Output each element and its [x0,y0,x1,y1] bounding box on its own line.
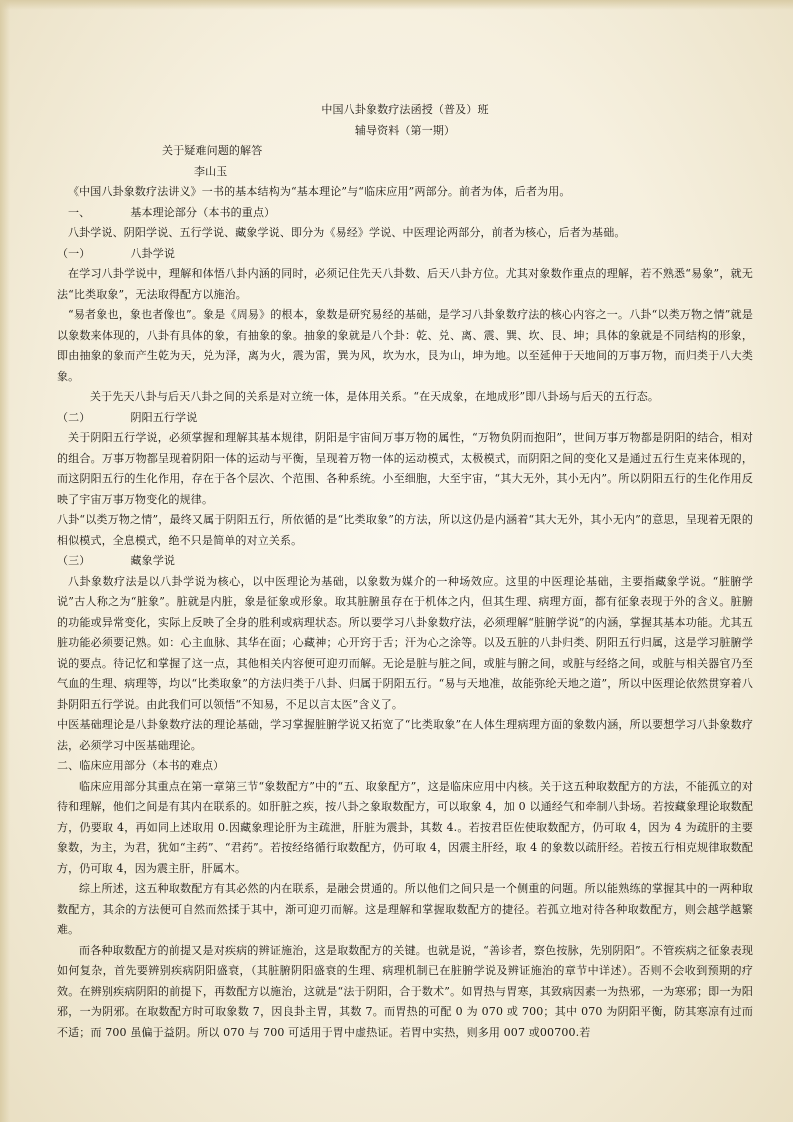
intro-paragraph: 《中国八卦象数疗法讲义》一书的基本结构为“基本理论”与“临床应用”两部分。前者为体，后者为用。 [68,185,571,198]
subsection-title: 八卦学说 [130,246,176,260]
document-body [57,100,753,1043]
paragraph: 在学习八卦学说中，理解和体悟八卦内涵的同时，必须记住先天八卦数、后天八卦方位。尤其对象数作重点的理解，若不熟悉“易象”，就无法“比类取象”，无法取得配方以施治。 [57,267,753,301]
document-subtitle: 辅导资料（第一期） [354,123,456,137]
page-edge-top [0,0,793,10]
subsection-title: 藏象学说 [130,554,176,567]
subsection-number: （三） [57,554,91,567]
paragraph: 八卦象数疗法是以八卦学说为核心，以中医理论为基础，以象数为媒介的一种场效应。这里的中医理论基础，主要指藏象学说。“脏腑学说”古人称之为“脏象”。脏就是内脏，象是征象或形象。取其脏腑虽存在于机体之内，但其生理、病理方面，都有征象表现于外的含义。脏腑的功能或异常变化，实际上反映了全身的胜利或病理状态。所以要学习八卦象数疗法，必须理解“脏腑学说”的内涵，掌握其基本功能。尤其五脏功能必须要记熟。如：心主血脉、其华在面；心藏神；心开窍于舌；汗为心之涂等。以及五脏的八卦归类、阴阳五行归属，这是学习脏腑学说的要点。待记忆和掌握了这一点，其他相关内容便可迎刃而解。无论是脏与脏之间，或脏与腑之间，或脏与经络之间，或脏与相关器官乃至气血的生理、病理等，均以“比类取象”的方法归类于八卦、归属于阴阳五行。“易与天地准，故能弥纶天地之道”，所以中医理论依然贯穿着八卦阴阳五行学说。由此我们可以领悟“不知易，不足以言太医”含义了。 [57,574,753,711]
subsection-heading-2 [57,408,753,429]
section-heading-1 [57,203,753,224]
topic-heading: 关于疑难问题的解答 [162,144,263,157]
section-number: 一、 [68,205,91,219]
subsection-title: 阴阳五行学说 [130,410,198,424]
paragraph: 八卦“以类万物之情”，最终又属于阴阳五行，所依循的是“比类取象”的方法，所以这仍是内涵着“其大无外，其小无内”的意思，呈现着无限的相似模式，全息模式，绝不只是简单的对立关系。 [57,513,753,547]
paragraph: “易者象也，象也者像也”。象是《周易》的根本，象数是研究易经的基础，是学习八卦象数疗法的核心内容之一。八卦“以类万物之情”就是以象数来体现的，八卦有具体的象，有抽象的象。抽象的象就是八个卦：乾、兑、离、震、巽、坎、艮、坤；具体的象就是不同结构的形象，即由抽象的象而产生乾为天，兑为泽，离为火，震为雷，巽为风，坎为水，艮为山，坤为地。以至延伸于天地间的万事万物，而归类于八大类象。 [57,308,753,383]
section-title: 基本理论部分（本书的重点） [130,205,276,219]
page-edge-left [0,0,10,1122]
subsection-heading-1 [57,244,753,265]
paragraph: 关于阴阳五行学说，必须掌握和理解其基本规律，阴阳是宇宙间万事万物的属性，“万物负阴而抱阳”，世间万事万物都是阴阳的结合，相对的组合。万事万物都呈现着阴阳一体的运动与平衡，呈现着万物一体的运动模式，太极模式，而阴阳之间的变化又是通过五行生克来体现的，而这阴阳五行的生化作用，存在于各个层次、个范围、各种系统。小至细胞，大至宇宙，“其大无外，其小无内”。所以阴阳五行的生化作用反映了宇宙万事万物变化的规律。 [57,431,753,506]
paragraph: 中医基础理论是八卦象数疗法的理论基础，学习掌握脏腑学说又拓宽了“比类取象”在人体生理病理方面的象数内涵，所以要想学习八卦象数疗法，必须学习中医基础理论。 [57,718,753,752]
subsection-heading-3 [57,551,753,572]
subsection-number: （二） [57,410,91,424]
subsection-number: （一） [57,246,91,260]
paragraph: 临床应用部分其重点在第一章第三节“象数配方”中的“五、取象配方”，这是临床应用中内核。关于这五种取数配方的方法，不能孤立的对待和理解，他们之间是有其内在联系的。如肝脏之疾，按八卦之象取数配方，可以取象 4，加 0 以通经气和牵制八卦场。若按藏象理论取数配方，仍要取 4，再如同上述取用 0.因藏象理论肝为主疏泄，肝脏为震卦，其数 4.。若按君臣佐使取数配方，仍可取 4，因为 4 为疏肝的主要象数，为主，为君，犹如“主药”、“君药”。若按经络循行取数配方，仍可取 4，因震主肝经，取 4 的象数以疏肝经。若按五行相克规律取数配方，仍可取 4，因为震主肝，肝属木。 [57,779,753,875]
paragraph: 综上所述，这五种取数配方有其必然的内在联系，是融会贯通的。所以他们之间只是一个侧重的问题。所以能熟练的掌握其中的一两种取数配方，其余的方法便可自然而然揉于其中，渐可迎刃而解。这是理解和掌握取数配方的捷径。若孤立地对待各种取数配方，则会越学越繁难。 [57,882,753,936]
paragraph: 八卦学说、阴阳学说、五行学说、藏象学说、即分为《易经》学说、中医理论两部分，前者为核心，后者为基础。 [68,226,626,239]
paragraph: 关于先天八卦与后天八卦之间的关系是对立统一体，是体用关系。“在天成象，在地成形”即八卦场与后天的五行态。 [90,390,660,403]
section-heading-2: 二、临床应用部分（本书的难点） [57,759,225,772]
paragraph: 而各种取数配方的前提又是对疾病的辨证施治，这是取数配方的关键。也就是说，“善诊者，察色按脉，先别阴阳”。不管疾病之征象表现如何复杂，首先要辨别疾病阴阳盛衰，（其脏腑阴阳盛衰的生理、病理机制已在脏腑学说及辨证施治的章节中详述）。否则不会收到预期的疗效。在辨别疾病阴阳的前提下，再数配方以施治，这就是“法于阴阳，合于数术”。如胃热与胃寒，其致病因素一为热邪，一为寒邪；即一为阳邪，一为阴邪。在取数配方时可取象数 7，因良卦主胃，其数 7。而胃热的可配 0 为 070 或 700；其中 070 为阴阳平衡，防其寒凉有过而不适；而 700 虽偏于益阴。所以 070 与 700 可适用于胃中虚热证。若胃中实热，则多用 007 或00700.若 [57,943,753,1039]
author-name: 李山玉 [194,164,228,178]
document-title: 中国八卦象数疗法函授（普及）班 [321,103,489,116]
